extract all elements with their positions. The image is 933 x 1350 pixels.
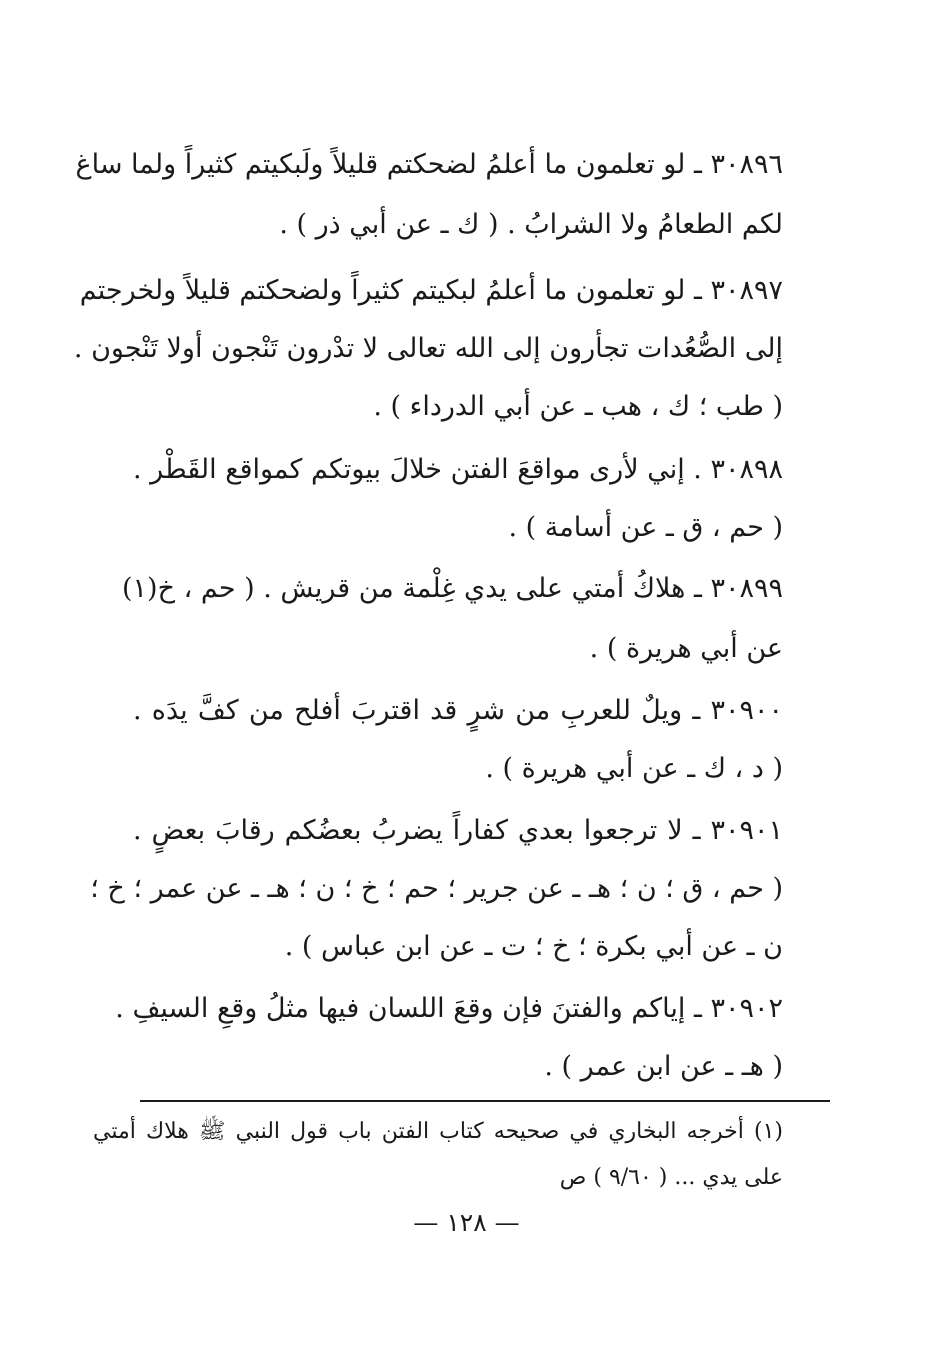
footnote-line: على يدي ... ( ٩/٦٠ ) ص [559,1165,783,1190]
text-line: ( هـ ـ عن ابن عمر ) . [544,1051,783,1082]
footnote-divider [140,1100,830,1102]
text-line: ( حم ، ق ـ عن أسامة ) . [508,512,783,543]
text-line: ( حم ، ق ؛ ن ؛ هـ ـ عن جرير ؛ حم ؛ خ ؛ ن ؛ هـ ـ عن عمر ؛ خ ؛ [90,873,783,904]
text-line: ٣٠٩٠١ ـ لا ترجعوا بعدي كفاراً يضربُ بعضُكم رقابَ بعضٍ . [133,815,783,846]
text-line: ( طب ؛ ك ، هب ـ عن أبي الدرداء ) . [373,391,783,422]
text-line: ٣٠٨٩٨ . إني لأرى مواقعَ الفتن خلالَ بيوتكم كمواقع القَطْر . [133,454,783,485]
text-line: إلى الصُّعُدات تجأرون إلى الله تعالى لا تدْرون تَنْجون أولا تَنْجون . [73,333,783,364]
footnote-line: (١) أخرجه البخاري في صحيحه كتاب الفتن باب قول النبي ﷺ هلاك أمتي [93,1119,783,1144]
page-number: — ١٢٨ — [413,1208,520,1237]
text-line: ن ـ عن أبي بكرة ؛ خ ؛ ت ـ عن ابن عباس ) . [284,931,783,962]
text-line: ٣٠٨٩٧ ـ لو تعلمون ما أعلمُ لبكيتم كثيراً ولضحكتم قليلاً ولخرجتم [79,275,783,306]
text-line: ٣٠٨٩٩ ـ هلاكُ أمتي على يدي غِلْمة من قريش . ( حم ، خ(١) [121,573,783,604]
text-line: ٣٠٩٠٠ ـ ويلٌ للعربِ من شرٍ قد اقتربَ أفلح من كفَّ يدَه . [133,695,783,726]
text-line: لكم الطعامُ ولا الشرابُ . ( ك ـ عن أبي ذر ) . [279,209,783,240]
text-line: عن أبي هريرة ) . [589,633,783,664]
text-line: ٣٠٨٩٦ ـ لو تعلمون ما أعلمُ لضحكتم قليلاً ولَبكيتم كثيراً ولما ساغ [75,149,783,180]
text-line: ٣٠٩٠٢ ـ إياكم والفتنَ فإن وقعَ اللسان فيها مثلُ وقعِ السيفِ . [115,993,783,1024]
text-line: ( د ، ك ـ عن أبي هريرة ) . [485,753,783,784]
